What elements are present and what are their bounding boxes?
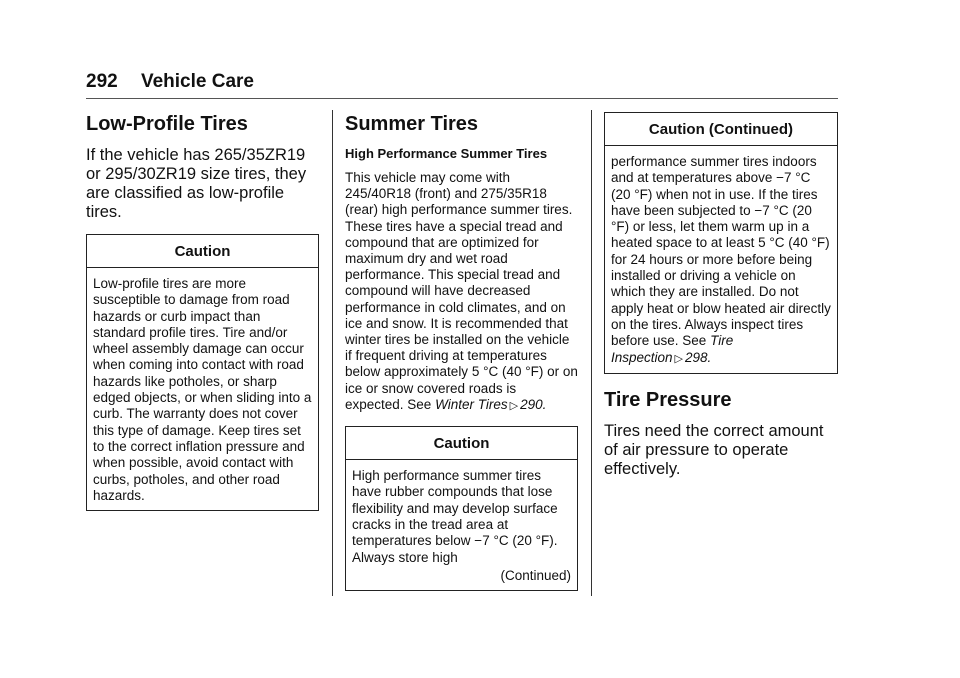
body-text: This vehicle may come with 245/40R18 (front) and 275/35R18 (rear) high performance summer tires. These tires have a special tread and compound that are optimized for maximum dry and wet road performance. This special tread and compound will have decreased performance in cold climates, and on ice and snow. It is recommended that winter tires be installed on the vehicle if frequent driving at temperatures below approximately 5 °C (40 °F) or on ice or snow covered roads is expected. See bbox=[345, 170, 578, 412]
caution-body bbox=[605, 146, 837, 373]
body-paragraph bbox=[345, 170, 578, 414]
caution-text: Low-profile tires are more susceptible to damage from road hazards or curb impact than standard profile tires. Tire and/or wheel assembly damage can occur when coming into contact with road hazards like potholes, or sharp edged objects, or when sliding into a curb. The warranty does not cover this type of damage. Keep tires set to the correct inflation pressure and when possible, avoid contact with curbs, potholes, and other road hazards. bbox=[93, 276, 312, 503]
page-number: 292 bbox=[86, 71, 118, 92]
heading-low-profile-tires: Low-Profile Tires bbox=[86, 113, 248, 135]
column-divider bbox=[332, 110, 333, 596]
tire-pressure-section bbox=[604, 388, 838, 479]
caution-text: performance summer tires indoors and at temperatures above −7 °C (20 °F) when not in use. If the tires have been subjected to −7 °C (20 °F) or less, let them warm up in a heated space to at least 5 °C (40 °F) for 24 hours or more before being installed or driving a vehicle on which they are installed. Do not apply heat or blow heated air directly on the tires. Always inspect tires before use. See bbox=[611, 154, 831, 349]
column-summer-tires bbox=[345, 106, 578, 591]
page-ref-arrow-icon: ▷ bbox=[509, 399, 519, 412]
page-header bbox=[86, 70, 838, 99]
caution-box bbox=[345, 426, 578, 591]
column-divider bbox=[591, 110, 592, 596]
caution-title: Caution (Continued) bbox=[605, 113, 837, 146]
caution-title: Caution bbox=[87, 235, 318, 268]
page-ref-arrow-icon: ▷ bbox=[674, 352, 684, 365]
heading-tire-pressure: Tire Pressure bbox=[604, 388, 732, 411]
section-title: Vehicle Care bbox=[140, 71, 255, 92]
column-continued bbox=[604, 106, 838, 491]
lead-paragraph: If the vehicle has 265/35ZR19 or 295/30ZR19 size tires, they are classified as low-profile tires. bbox=[86, 146, 307, 221]
subheading-high-performance: High Performance Summer Tires bbox=[345, 146, 548, 161]
reference-title: Tire Inspection bbox=[611, 333, 734, 365]
caution-continued-box bbox=[604, 112, 838, 374]
reference-page: 290. bbox=[520, 396, 547, 412]
heading-summer-tires: Summer Tires bbox=[345, 113, 479, 135]
caution-body bbox=[346, 460, 577, 590]
caution-text: High performance summer tires have rubber compounds that lose flexibility and may develop surface cracks in the tread area at temperatures below −7 °C (20 °F). Always store high bbox=[352, 468, 558, 565]
cross-reference-link[interactable] bbox=[435, 397, 546, 412]
caution-title: Caution bbox=[346, 427, 577, 460]
continued-label: (Continued) bbox=[500, 567, 571, 583]
reference-title: Winter Tires bbox=[435, 396, 508, 412]
lead-paragraph: Tires need the correct amount of air pressure to operate effectively. bbox=[604, 421, 824, 478]
reference-page: 298. bbox=[685, 349, 712, 365]
caution-box bbox=[86, 234, 319, 511]
column-low-profile bbox=[86, 106, 319, 511]
